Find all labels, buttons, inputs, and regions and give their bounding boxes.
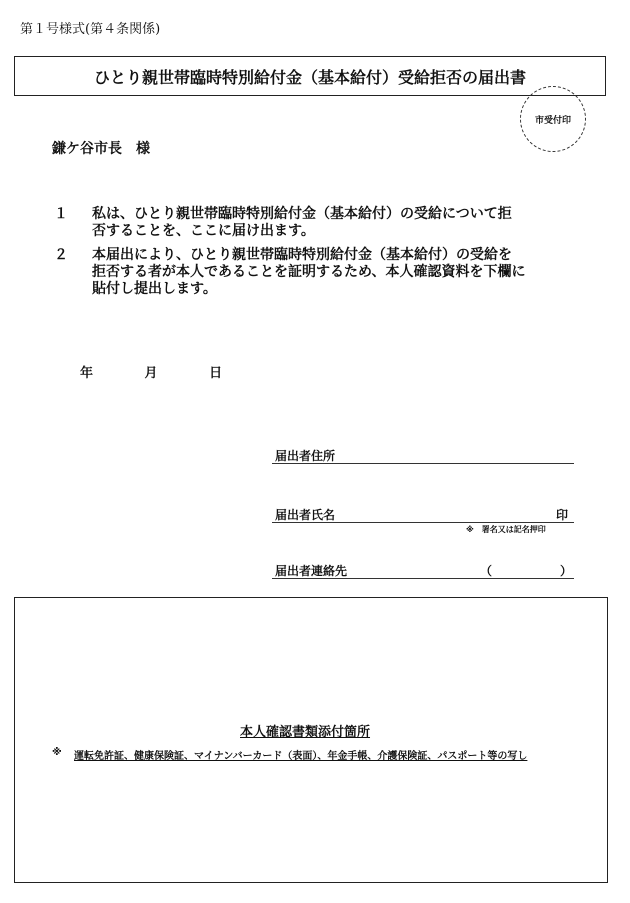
applicant-contact-label: 届出者連絡先 [275,564,348,578]
applicant-address-label: 届出者住所 [275,449,336,463]
statement-line: 貼付し提出します。 [92,281,217,297]
attachment-title: 本人確認書類添付箇所 [240,725,371,740]
date-year-label: 年 [80,366,94,381]
statement-item-1 [52,206,612,240]
reception-stamp-label: 市受付印 [534,115,571,126]
statement-item-number: １ [54,206,68,222]
applicant-contact-field[interactable] [272,562,574,579]
attachment-note [52,747,527,762]
statement-line: 私は、ひとり親世帯臨時特別給付金（基本給付）の受給について拒 [92,206,512,222]
statement-line: 本届出により、ひとり親世帯臨時特別給付金（基本給付）の受給を [92,247,512,263]
contact-paren-close: ） [560,564,573,578]
addressee: 鎌ケ谷市長 様 [52,141,150,157]
document-title-text: ひとり親世帯臨時特別給付金（基本給付）受給拒否の届出書 [93,67,526,87]
applicant-name-label: 届出者氏名 [275,508,336,522]
id-document-attachment-area[interactable] [14,597,608,883]
date-day-label: 日 [209,366,223,381]
reception-stamp-area [520,86,586,152]
signature-note: ※ 署名又は記名押印 [466,525,546,534]
date-row [80,362,222,381]
document-title [14,56,606,96]
contact-paren-open: （ [480,564,493,578]
date-month-label: 月 [144,366,158,381]
applicant-address-field[interactable] [272,447,574,464]
form-number: 第１号様式(第４条関係) [20,22,161,37]
statement-line: 否することを、ここに届け出ます。 [92,223,315,239]
applicant-name-field[interactable] [272,506,574,523]
statement-line: 拒否する者が本人であることを証明するため、本人確認資料を下欄に [92,264,526,280]
statement-item-number: ２ [54,247,68,263]
attachment-note-text: 運転免許証、健康保険証、マイナンバーカード（表面）、年金手帳、介護保険証、パスポート等の写し [74,751,528,762]
attachment-note-mark: ※ [52,747,62,758]
statement-item-2 [52,247,612,298]
seal-mark: 印 [555,508,568,522]
